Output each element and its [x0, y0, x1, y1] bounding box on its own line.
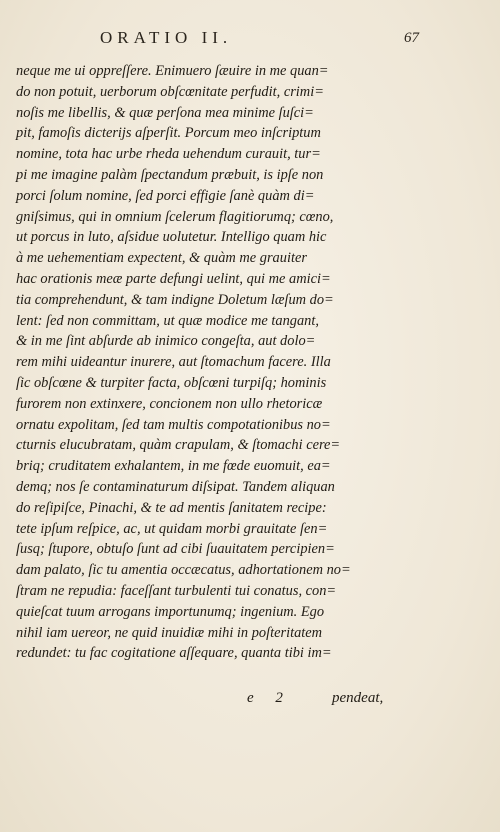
text-line: redundet: tu fac cogitatione aſſequare, quanta tibi im= [16, 645, 332, 662]
page-header [0, 28, 500, 54]
text-line: ut porcus in luto, aſsidue uolutetur. Intelligo quam hic [16, 229, 327, 246]
text-line: nihil iam uereor, ne quid inuidiæ mihi in poſteritatem [16, 624, 323, 641]
text-line: porci ſolum nomine, ſed porci effigie ſanè quàm di= [16, 187, 315, 204]
text-line: do reſipiſce, Pinachi, & te ad mentis ſanitatem recipe: [16, 499, 327, 516]
text-line: ſtram ne repudia: faceſſant turbulenti tui conatus, con= [16, 582, 337, 599]
text-line: furorem non extinxere, concionem non ullo rhetoricæ [16, 395, 323, 412]
text-line: pit, famoſis dicterijs aſperſit. Porcum meo inſcriptum [16, 125, 321, 142]
text-line: & in me ſint abſurde ab inimico congeſta, aut dolo= [16, 333, 316, 350]
text-line: demq; nos ſe contaminaturum diſsipat. Tandem aliquan [16, 478, 335, 495]
text-line: rem mihi uideantur inurere, aut ſtomachum facere. Illa [16, 354, 331, 371]
text-line: hac orationis meæ parte defungi uelint, qui me amici= [16, 270, 331, 287]
text-line: quieſcat tuum arrogans importunumq; ingenium. Ego [16, 603, 325, 620]
text-line: à me uehementiam expectent, & quàm me grauiter [16, 250, 307, 267]
page-number: 67 [404, 30, 419, 46]
text-line: neque me ui oppreſſere. Enimuero ſæuire in me quan= [16, 63, 329, 79]
text-line: gniſsimus, qui in omnium ſcelerum flagitiorumq; cœno, [16, 208, 334, 225]
text-line: do non potuit, uerborum obſcœnitate perfudit, crimi= [16, 83, 324, 100]
catchword: pendeat, [332, 690, 384, 706]
page-footer [0, 690, 500, 712]
text-line: lent: ſed non committam, ut quæ modice me tangant, [16, 312, 319, 329]
text-line: tete ipſum reſpice, ac, ut quidam morbi grauitate ſen= [16, 520, 328, 537]
text-line: noſis me libellis, & quæ perſona mea minime ſuſci= [16, 104, 314, 121]
text-line: cturnis elucubratam, quàm crapulam, & ſtomachi cere= [16, 437, 341, 454]
text-line: ornatu expolitam, ſed tam multis compotationibus no= [16, 416, 331, 433]
body-text [16, 61, 400, 664]
text-line: ſusq; ſtupore, obtuſo ſunt ad cibi ſuauitatem percipien= [16, 541, 335, 558]
text-line: tia comprehendunt, & tam indigne Doletum læſum do= [16, 291, 334, 308]
text-line: dam palato, ſic tu amentia occæcatus, adhortationem no= [16, 562, 351, 579]
text-line: pi me imagine palàm ſpectandum præbuit, is ipſe non [16, 166, 324, 183]
signature-mark: e 2 [247, 690, 292, 706]
text-line: briq; cruditatem exhalantem, in me fœde euomuit, ea= [16, 458, 331, 475]
running-head: ORATIO II. [100, 28, 233, 47]
text-line: nomine, tota hac urbe rheda uehendum curauit, tur= [16, 146, 321, 163]
text-line: ſic obſcœne & turpiter facta, obſcœni turpiſq; hominis [16, 374, 327, 391]
